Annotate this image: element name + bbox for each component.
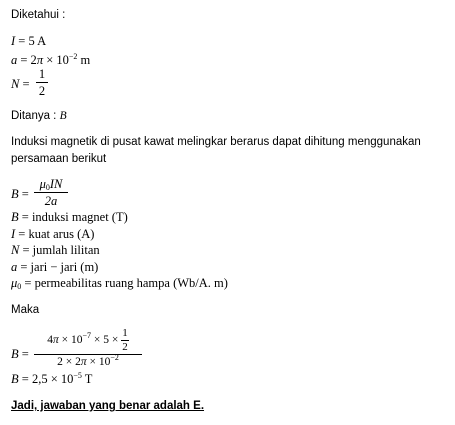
explanation-line-1: Induksi magnetik di pusat kawat melingkar berarus dapat dihitung menggunakan — [11, 136, 421, 148]
calc-lhs: B = — [11, 347, 29, 361]
result-line: $B = 2,5 \times 10^{-5}$ T — [11, 371, 93, 386]
given-current: I = 5 A — [11, 34, 47, 48]
formula-lhs: B = — [11, 187, 29, 201]
formula-fraction: $\mu_0IN$ 2a — [34, 178, 68, 207]
turns-fraction: 1 2 — [36, 68, 48, 97]
current-value: = 5 A — [15, 34, 47, 48]
definition-a: a = jari − jari (m) — [11, 260, 99, 274]
given-turns: N = — [11, 77, 30, 91]
definition-mu0: $\mu_0$ = permeabilitas ruang hampa (Wb/A. m) — [11, 276, 228, 291]
final-answer: Jadi, jawaban yang benar adalah E. — [11, 400, 205, 412]
calc-inner-fraction: $\frac{1}{2}$ — [122, 327, 128, 353]
then-label: Maka — [11, 304, 40, 316]
definition-B: B = induksi magnet (T) — [11, 210, 128, 224]
definition-I: I = kuat arus (A) — [11, 227, 95, 241]
given-label: Diketahui : — [11, 9, 66, 21]
calc-fraction: $4\pi \times 10^{-7} \times 5$ × $\frac{1}{2}$ $2 \times 2\pi \times 10^{-2}$ — [34, 328, 142, 369]
definition-N: N = jumlah lilitan — [11, 243, 100, 257]
given-radius: $a = 2\pi \times 10^{-2}$ m — [11, 52, 91, 67]
explanation-line-2: persamaan berikut — [11, 153, 107, 165]
asked-line: Ditanya : B — [11, 110, 67, 122]
